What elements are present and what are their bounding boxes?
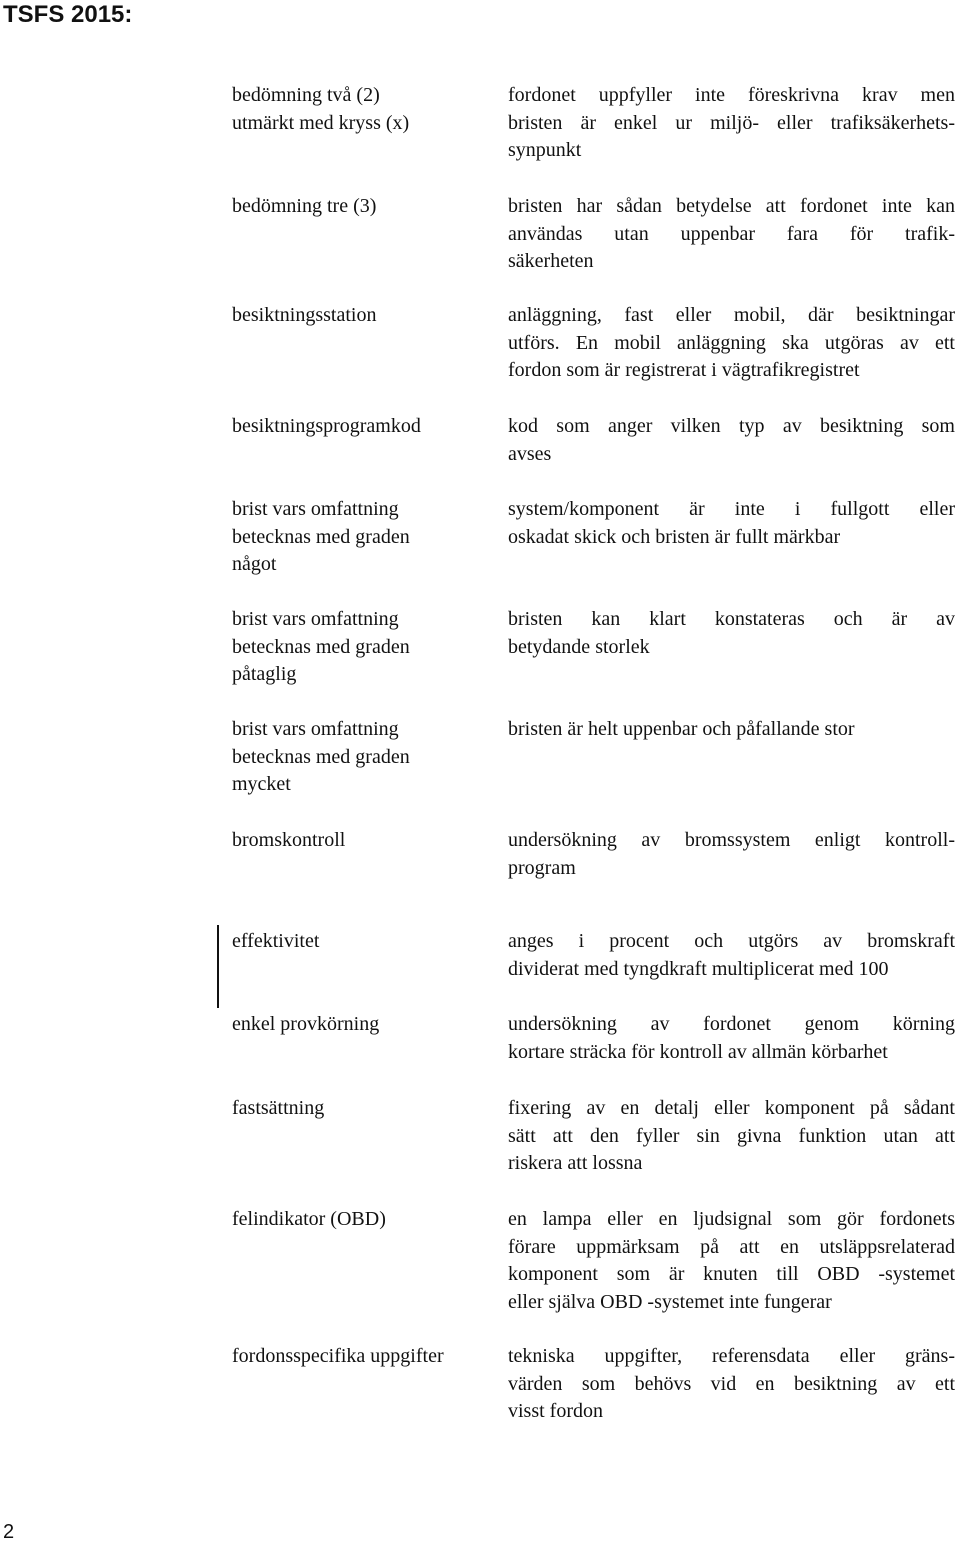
term-line: fordonsspecifika uppgifter <box>232 1345 444 1367</box>
definition-line: system/komponent är inte i fullgott eller <box>508 498 955 520</box>
definition-line: bristen har sådan betydelse att fordonet inte kan <box>508 195 955 217</box>
definition <box>508 827 955 882</box>
definition <box>508 1011 955 1066</box>
definition-line: en lampa eller en ljudsignal som gör fordonets <box>508 1208 955 1230</box>
definition <box>508 1343 955 1426</box>
definition-line: säkerheten <box>508 250 594 272</box>
definition-line: dividerat med tyngdkraft multiplicerat med 100 <box>508 957 889 980</box>
definition-line: undersökning av bromssystem enligt kontroll- <box>508 829 955 851</box>
term-line: bedömning tre (3) <box>232 195 377 217</box>
definition-line: kortare sträcka för kontroll av allmän körbarhet <box>508 1040 888 1063</box>
definition-line: anges i procent och utgörs av bromskraft <box>508 930 955 952</box>
definition <box>508 1206 955 1316</box>
document-header: TSFS 2015: <box>3 1 133 28</box>
term-line: bromskontroll <box>232 829 346 851</box>
definition-line: visst fordon <box>508 1400 603 1422</box>
definition-line: bristen kan klart konstateras och är av <box>508 608 955 630</box>
definition-line: utförs. En mobil anläggning ska utgöras av ett <box>508 331 955 354</box>
term-line: fastsättning <box>232 1097 325 1119</box>
term <box>232 1206 494 1234</box>
definition-line: bristen är helt uppenbar och påfallande stor <box>508 718 855 740</box>
definition <box>508 82 955 165</box>
term-line: betecknas med graden <box>232 635 410 658</box>
definition <box>508 1095 955 1178</box>
term-line: brist vars omfattning <box>232 498 399 520</box>
term-line: brist vars omfattning <box>232 718 399 740</box>
term <box>232 827 494 855</box>
term-line: besiktningsprogramkod <box>232 415 421 437</box>
term <box>232 1095 494 1123</box>
term <box>232 413 494 441</box>
term <box>232 496 494 579</box>
definition-line: betydande storlek <box>508 635 650 658</box>
term-line: mycket <box>232 773 291 795</box>
term <box>232 302 494 330</box>
term-line: felindikator (OBD) <box>232 1208 386 1230</box>
definition <box>508 606 955 661</box>
definition-line: förare uppmärksam på att en utsläppsrelaterad <box>508 1235 955 1258</box>
term-line: något <box>232 553 277 575</box>
definition-line: bristen är enkel ur miljö- eller trafiksäkerhets- <box>508 111 955 134</box>
term-line: betecknas med graden <box>232 745 410 768</box>
term-line: påtaglig <box>232 663 297 685</box>
definition <box>508 193 955 276</box>
definition <box>508 302 955 385</box>
term <box>232 193 494 221</box>
term <box>232 716 494 799</box>
definition-line: program <box>508 856 576 879</box>
term <box>232 928 494 956</box>
definition-line: fordon som är registrerat i vägtrafikregistret <box>508 359 860 381</box>
term-line: bedömning två (2) <box>232 84 380 106</box>
definition-line: undersökning av fordonet genom körning <box>508 1013 955 1035</box>
term-line: besiktningsstation <box>232 304 377 326</box>
definition-line: värden som behövs vid en besiktning av ett <box>508 1372 955 1395</box>
definition-line: sätt att den fyller sin givna funktion utan att <box>508 1124 955 1147</box>
definition-line: kod som anger vilken typ av besiktning som <box>508 415 955 437</box>
definition-line: tekniska uppgifter, referensdata eller gräns- <box>508 1345 955 1367</box>
definition-line: anläggning, fast eller mobil, där besiktningar <box>508 304 955 326</box>
definition <box>508 413 955 468</box>
term-line: enkel provkörning <box>232 1013 380 1035</box>
change-bar <box>217 925 219 1008</box>
definition <box>508 496 955 551</box>
definition-line: fixering av en detalj eller komponent på sådant <box>508 1097 955 1119</box>
definition-line: synpunkt <box>508 139 582 161</box>
term-line: utmärkt med kryss (x) <box>232 111 410 134</box>
term <box>232 1011 494 1039</box>
definition-line: avses <box>508 442 552 465</box>
term <box>232 606 494 689</box>
definition-line: riskera att lossna <box>508 1152 643 1174</box>
term-line: betecknas med graden <box>232 525 410 548</box>
term-line: brist vars omfattning <box>232 608 399 630</box>
definition <box>508 928 955 983</box>
definition-line: eller själva OBD -systemet inte fungerar <box>508 1290 832 1313</box>
term-line: effektivitet <box>232 930 320 952</box>
term <box>232 82 494 137</box>
definition-line: fordonet uppfyller inte föreskrivna krav men <box>508 84 955 106</box>
term <box>232 1343 494 1371</box>
page-number: 2 <box>3 1521 15 1543</box>
definition-line: användas utan uppenbar fara för trafik- <box>508 222 955 245</box>
definition-line: komponent som är knuten till OBD -systemet <box>508 1263 955 1285</box>
definition <box>508 716 955 744</box>
definition-line: oskadat skick och bristen är fullt märkbar <box>508 525 841 548</box>
